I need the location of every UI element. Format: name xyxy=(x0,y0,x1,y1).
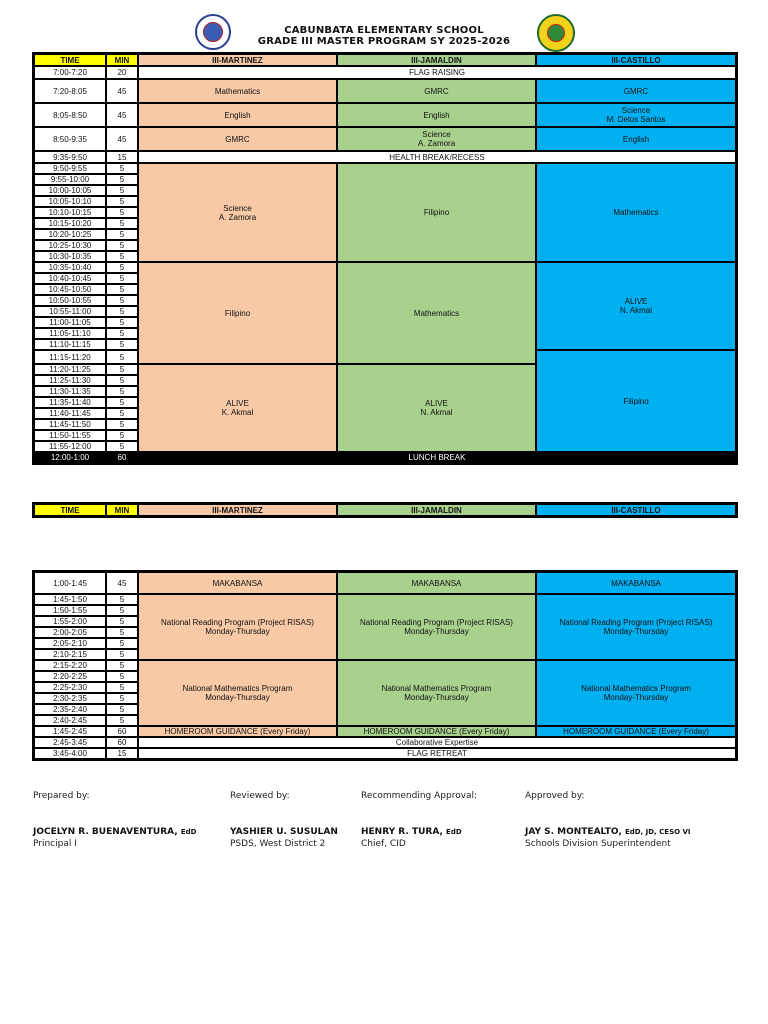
castillo-reading-program-line-1: National Reading Program (Project RISAS) xyxy=(559,618,713,627)
time-cell: 3:45-4:00 xyxy=(34,748,106,759)
time-cell: 12:00-1:00 xyxy=(34,452,106,463)
martinez-block-3-line-1: ALIVE xyxy=(226,399,249,408)
time-cell: 2:20-2:25 xyxy=(34,671,106,682)
time-cell: 8:05-8:50 xyxy=(34,103,106,127)
time-cell: 10:55-11:00 xyxy=(34,306,106,317)
schedule-row xyxy=(34,151,736,163)
jamaldin-block-1: Filipino xyxy=(337,163,536,262)
jamaldin-math-program xyxy=(337,660,536,726)
min-cell: 5 xyxy=(106,240,138,251)
min-cell: 5 xyxy=(106,229,138,240)
time-cell: 1:55-2:00 xyxy=(34,616,106,627)
time-cell: 2:15-2:20 xyxy=(34,660,106,671)
jamaldin-slot-2: English xyxy=(337,103,536,127)
castillo-math-program-line-1: National Mathematics Program xyxy=(581,684,691,693)
header-section-jamaldin: III-JAMALDIN xyxy=(337,54,536,66)
castillo-block-2-line-1: ALIVE xyxy=(624,297,648,306)
schedule-row xyxy=(34,262,736,273)
time-cell: 10:20-10:25 xyxy=(34,229,106,240)
min-cell: 5 xyxy=(106,430,138,441)
min-cell: 5 xyxy=(106,627,138,638)
schedule-row xyxy=(34,572,736,594)
time-cell: 10:50-10:55 xyxy=(34,295,106,306)
time-cell: 2:10-2:15 xyxy=(34,649,106,660)
header-min: MIN xyxy=(106,504,138,516)
header-section-castillo: III-CASTILLO xyxy=(536,54,736,66)
min-cell: 5 xyxy=(106,174,138,185)
schedule-row xyxy=(34,594,736,605)
prepared-by-name: JOCELYN R. BUENAVENTURA, EdD xyxy=(33,827,197,837)
time-cell: 11:20-11:25 xyxy=(34,364,106,375)
time-cell: 2:30-2:35 xyxy=(34,693,106,704)
time-cell: 9:35-9:50 xyxy=(34,151,106,163)
min-cell: 5 xyxy=(106,408,138,419)
martinez-reading-program-line-1: National Reading Program (Project RISAS) xyxy=(161,618,314,627)
jamaldin-slot-1: GMRC xyxy=(337,79,536,103)
min-cell: 5 xyxy=(106,638,138,649)
jamaldin-math-program-line-1: National Mathematics Program xyxy=(381,684,492,693)
martinez-block-2: Filipino xyxy=(138,262,337,364)
castillo-block-1: Mathematics xyxy=(536,163,736,262)
time-cell: 10:10-10:15 xyxy=(34,207,106,218)
min-cell: 5 xyxy=(106,693,138,704)
schedule-row xyxy=(34,54,736,66)
min-cell: 45 xyxy=(106,103,138,127)
prepared-by-label: Prepared by: xyxy=(33,791,90,801)
reviewed-by-label: Reviewed by: xyxy=(230,791,290,801)
castillo-slot-2-line-2: M. Delos Santos xyxy=(606,115,666,124)
recommending-approval-label: Recommending Approval: xyxy=(361,791,478,801)
schedule-row xyxy=(34,748,736,759)
jamaldin-homeroom: HOMEROOM GUIDANCE (Every Friday) xyxy=(337,726,536,737)
castillo-slot-3: English xyxy=(536,127,736,151)
recommending-approval-title: Chief, CID xyxy=(361,839,406,849)
time-cell: 11:55-12:00 xyxy=(34,441,106,452)
castillo-slot-1: GMRC xyxy=(536,79,736,103)
time-cell: 10:05-10:10 xyxy=(34,196,106,207)
jamaldin-slot-3 xyxy=(337,127,536,151)
martinez-math-program xyxy=(138,660,337,726)
header-section-jamaldin: III-JAMALDIN xyxy=(337,504,536,516)
lunch-break-cell: LUNCH BREAK xyxy=(138,452,736,463)
schedule-row xyxy=(34,66,736,79)
min-cell: 5 xyxy=(106,328,138,339)
schedule-row xyxy=(34,737,736,748)
castillo-homeroom: HOMEROOM GUIDANCE (Every Friday) xyxy=(536,726,736,737)
martinez-block-1-line-1: Science xyxy=(223,203,252,213)
min-cell: 45 xyxy=(106,572,138,594)
min-cell: 5 xyxy=(106,218,138,229)
min-cell: 5 xyxy=(106,682,138,693)
castillo-makabansa: MAKABANSA xyxy=(536,572,736,594)
schedule-row xyxy=(34,79,736,103)
time-cell: 11:05-11:10 xyxy=(34,328,106,339)
min-cell: 5 xyxy=(106,251,138,262)
martinez-block-1-line-2: A. Zamora xyxy=(218,212,257,222)
martinez-homeroom: HOMEROOM GUIDANCE (Every Friday) xyxy=(138,726,337,737)
min-cell: 5 xyxy=(106,207,138,218)
castillo-block-2-line-2: N. Akmal xyxy=(619,306,652,315)
reviewed-by-name: YASHIER U. SUSULAN xyxy=(230,827,338,837)
time-cell: 11:15-11:20 xyxy=(34,350,106,364)
prepared-by-title: Principal I xyxy=(33,839,77,849)
min-cell: 5 xyxy=(106,605,138,616)
jamaldin-reading-program-line-1: National Reading Program (Project RISAS) xyxy=(360,618,513,627)
min-cell: 5 xyxy=(106,262,138,273)
min-cell: 45 xyxy=(106,79,138,103)
min-cell: 5 xyxy=(106,660,138,671)
time-cell: 1:45-2:45 xyxy=(34,726,106,737)
time-cell: 7:20-8:05 xyxy=(34,79,106,103)
schedule-row xyxy=(34,103,736,127)
min-cell: 5 xyxy=(106,273,138,284)
health-break-cell: HEALTH BREAK/RECESS xyxy=(138,151,736,163)
time-cell: 11:30-11:35 xyxy=(34,386,106,397)
min-cell: 5 xyxy=(106,295,138,306)
time-cell: 1:50-1:55 xyxy=(34,605,106,616)
time-cell: 11:00-11:05 xyxy=(34,317,106,328)
castillo-block-2 xyxy=(536,262,736,350)
time-cell: 2:40-2:45 xyxy=(34,715,106,726)
min-cell: 60 xyxy=(106,452,138,463)
min-cell: 5 xyxy=(106,386,138,397)
approved-by-name: JAY S. MONTEALTO, EdD, JD, CESO VI xyxy=(525,827,691,837)
jamaldin-slot-3-line-1: Science xyxy=(422,130,451,139)
jamaldin-reading-program-line-2: Monday-Thursday xyxy=(404,627,469,636)
time-cell: 11:50-11:55 xyxy=(34,430,106,441)
school-name: CABUNBATA ELEMENTARY SCHOOL xyxy=(284,25,484,36)
min-cell: 5 xyxy=(106,185,138,196)
castillo-reading-program-line-2: Monday-Thursday xyxy=(603,627,669,636)
time-cell: 10:15-10:20 xyxy=(34,218,106,229)
min-cell: 5 xyxy=(106,616,138,627)
martinez-math-program-line-2: Monday-Thursday xyxy=(205,693,270,702)
time-cell: 11:10-11:15 xyxy=(34,339,106,350)
min-cell: 5 xyxy=(106,317,138,328)
min-cell: 5 xyxy=(106,649,138,660)
min-cell: 5 xyxy=(106,375,138,386)
min-cell: 5 xyxy=(106,364,138,375)
martinez-reading-program xyxy=(138,594,337,660)
min-cell: 5 xyxy=(106,196,138,207)
castillo-reading-program xyxy=(536,594,736,660)
time-cell: 10:40-10:45 xyxy=(34,273,106,284)
min-cell: 60 xyxy=(106,737,138,748)
jamaldin-block-3 xyxy=(337,364,536,452)
time-cell: 2:05-2:10 xyxy=(34,638,106,649)
martinez-slot-3: GMRC xyxy=(138,127,337,151)
min-cell: 5 xyxy=(106,594,138,605)
jamaldin-math-program-line-2: Monday-Thursday xyxy=(404,693,469,702)
time-cell: 2:35-2:40 xyxy=(34,704,106,715)
time-cell: 11:40-11:45 xyxy=(34,408,106,419)
afternoon-header-table xyxy=(32,502,738,518)
jamaldin-block-2: Mathematics xyxy=(337,262,536,364)
martinez-reading-program-line-2: Monday-Thursday xyxy=(205,627,270,636)
min-cell: 45 xyxy=(106,127,138,151)
jamaldin-makabansa: MAKABANSA xyxy=(337,572,536,594)
time-cell: 8:50-9:35 xyxy=(34,127,106,151)
min-cell: 5 xyxy=(106,350,138,364)
jamaldin-block-3-line-2: N. Akmal xyxy=(420,408,453,417)
min-cell: 5 xyxy=(106,163,138,174)
min-cell: 5 xyxy=(106,284,138,295)
flag-raising-cell: FLAG RAISING xyxy=(138,66,736,79)
min-cell: 5 xyxy=(106,339,138,350)
header-section-martinez: III-MARTINEZ xyxy=(138,504,337,516)
min-cell: 5 xyxy=(106,306,138,317)
time-cell: 7:00-7:20 xyxy=(34,66,106,79)
reviewed-by-title: PSDS, West District 2 xyxy=(230,839,326,849)
min-cell: 60 xyxy=(106,726,138,737)
jamaldin-slot-3-line-2: A. Zamora xyxy=(417,139,456,148)
martinez-slot-2: English xyxy=(138,103,337,127)
time-cell: 10:00-10:05 xyxy=(34,185,106,196)
jamaldin-block-3-line-1: ALIVE xyxy=(425,399,448,408)
min-cell: 15 xyxy=(106,748,138,759)
header-time: TIME xyxy=(34,504,106,516)
recommending-approval-name: HENRY R. TURA, EdD xyxy=(361,827,462,837)
time-cell: 9:55-10:00 xyxy=(34,174,106,185)
min-cell: 5 xyxy=(106,441,138,452)
min-cell: 5 xyxy=(106,671,138,682)
time-cell: 1:00-1:45 xyxy=(34,572,106,594)
header-section-martinez: III-MARTINEZ xyxy=(138,54,337,66)
min-cell: 5 xyxy=(106,419,138,430)
castillo-math-program-line-2: Monday-Thursday xyxy=(603,693,669,702)
castillo-math-program xyxy=(536,660,736,726)
time-cell: 10:35-10:40 xyxy=(34,262,106,273)
schedule-row xyxy=(34,726,736,737)
header-min: MIN xyxy=(106,54,138,66)
time-cell: 2:00-2:05 xyxy=(34,627,106,638)
schedule-row xyxy=(34,127,736,151)
martinez-block-3 xyxy=(138,364,337,452)
time-cell: 1:45-1:50 xyxy=(34,594,106,605)
min-cell: 5 xyxy=(106,715,138,726)
martinez-math-program-line-1: National Mathematics Program xyxy=(182,684,293,693)
schedule-row xyxy=(34,163,736,174)
jamaldin-reading-program xyxy=(337,594,536,660)
program-title: GRADE III MASTER PROGRAM SY 2025-2026 xyxy=(257,36,511,47)
approved-by-label: Approved by: xyxy=(525,791,585,801)
martinez-slot-1: Mathematics xyxy=(138,79,337,103)
time-cell: 9:50-9:55 xyxy=(34,163,106,174)
time-cell: 10:45-10:50 xyxy=(34,284,106,295)
castillo-slot-2-line-1: Science xyxy=(621,106,651,115)
time-cell: 11:25-11:30 xyxy=(34,375,106,386)
min-cell: 5 xyxy=(106,704,138,715)
schedule-row xyxy=(34,452,736,463)
time-cell: 2:45-3:45 xyxy=(34,737,106,748)
time-cell: 11:35-11:40 xyxy=(34,397,106,408)
min-cell: 20 xyxy=(106,66,138,79)
afternoon-schedule-table xyxy=(32,570,738,761)
time-cell: 10:25-10:30 xyxy=(34,240,106,251)
collaborative-expertise-cell: Collaborative Expertise xyxy=(138,737,736,748)
approved-by-title: Schools Division Superintendent xyxy=(525,839,671,849)
header-section-castillo: III-CASTILLO xyxy=(536,504,736,516)
min-cell: 15 xyxy=(106,151,138,163)
flag-retreat-cell: FLAG RETREAT xyxy=(138,748,736,759)
martinez-makabansa: MAKABANSA xyxy=(138,572,337,594)
morning-schedule-table xyxy=(32,52,738,465)
schedule-row xyxy=(34,660,736,671)
martinez-block-1 xyxy=(138,163,337,262)
time-cell: 2:25-2:30 xyxy=(34,682,106,693)
castillo-slot-2 xyxy=(536,103,736,127)
time-cell: 11:45-11:50 xyxy=(34,419,106,430)
header-time: TIME xyxy=(34,54,106,66)
martinez-block-3-line-2: K. Akmal xyxy=(221,408,254,417)
time-cell: 10:30-10:35 xyxy=(34,251,106,262)
castillo-block-3: Filipino xyxy=(536,350,736,452)
min-cell: 5 xyxy=(106,397,138,408)
